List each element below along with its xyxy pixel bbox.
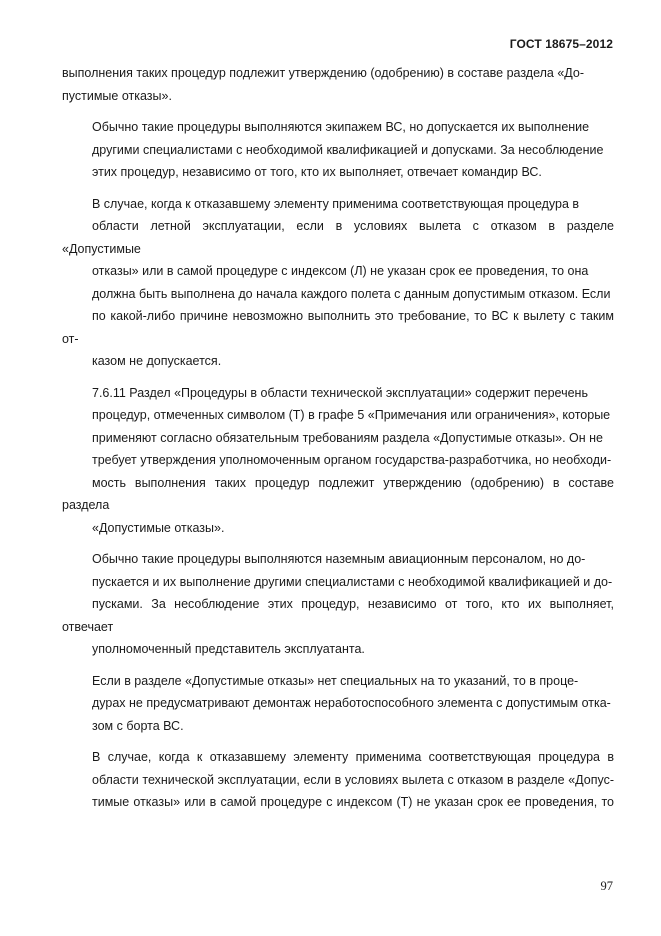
text-line: Обычно такие процедуры выполняются экипажем ВС, но допускается их выполнение	[92, 120, 590, 134]
paragraph	[62, 382, 614, 540]
text-line: зом с борта ВС.	[92, 718, 184, 733]
text-line: другими специалистами с необходимой квалификацией и допусками. За несоблюдение	[92, 142, 604, 157]
paragraph	[62, 548, 614, 661]
paragraph	[62, 116, 614, 184]
text-line: тимые отказы» или в самой процедуре с индексом (Т) не указан срок ее проведения, то	[92, 795, 614, 809]
text-line: пустимые отказы».	[62, 88, 172, 103]
text-line: В случае, когда к отказавшему элементу применима соответствующая процедура в	[92, 750, 614, 764]
text-line: 7.6.11 Раздел «Процедуры в области технической эксплуатации» содержит перечень	[92, 385, 588, 400]
text-line: области технической эксплуатации, если в условиях вылета с отказом в разделе «Допус-	[92, 772, 614, 787]
text-line: применяют согласно обязательным требованиям раздела «Допустимые отказы». Он не	[92, 430, 603, 445]
text-line: по какой-либо причине невозможно выполнить это требование, то ВС к вылету с таким от-	[62, 309, 614, 346]
text-line: мость выполнения таких процедур подлежит утверждению (одобрению) в составе раздела	[62, 475, 614, 512]
text-line: дурах не предусматривают демонтаж неработоспособного элемента с допустимым отка-	[92, 696, 611, 710]
document-body	[62, 62, 614, 823]
text-line: Обычно такие процедуры выполняются наземным авиационным персоналом, но до-	[92, 552, 586, 566]
text-line: «Допустимые отказы».	[92, 520, 225, 535]
text-line: Если в разделе «Допустимые отказы» нет специальных на то указаний, то в проце-	[92, 673, 579, 688]
text-line: выполнения таких процедур подлежит утверждению (одобрению) в составе раздела «До-	[62, 66, 585, 80]
paragraph	[62, 670, 614, 738]
text-line: области летной эксплуатации, если в условиях вылета с отказом в разделе «Допустимые	[62, 219, 614, 256]
text-line: пусками. За несоблюдение этих процедур, независимо от того, кто их выполняет, отвечает	[62, 597, 614, 634]
text-line: должна быть выполнена до начала каждого полета с данным допустимым отказом. Если	[92, 286, 611, 301]
document-header: ГОСТ 18675–2012	[509, 37, 613, 51]
text-line: казом не допускается.	[92, 354, 222, 368]
text-line: процедур, отмеченных символом (Т) в графе 5 «Примечания или ограничения», которые	[92, 408, 611, 422]
text-line: этих процедур, независимо от того, кто их выполняет, отвечает командир ВС.	[92, 165, 542, 179]
text-line: В случае, когда к отказавшему элементу применима соответствующая процедура в	[92, 196, 580, 211]
text-line: требует утверждения уполномоченным органом государства-разработчика, но необходи-	[92, 453, 612, 467]
paragraph	[62, 62, 614, 107]
page-number: 97	[600, 879, 613, 893]
paragraph	[62, 193, 614, 373]
paragraph	[62, 746, 614, 814]
text-line: уполномоченный представитель эксплуатанта.	[92, 642, 365, 656]
text-line: пускается и их выполнение другими специалистами с необходимой квалификацией и до-	[92, 574, 613, 589]
text-line: отказы» или в самой процедуре с индексом (Л) не указан срок ее проведения, то она	[92, 264, 589, 278]
